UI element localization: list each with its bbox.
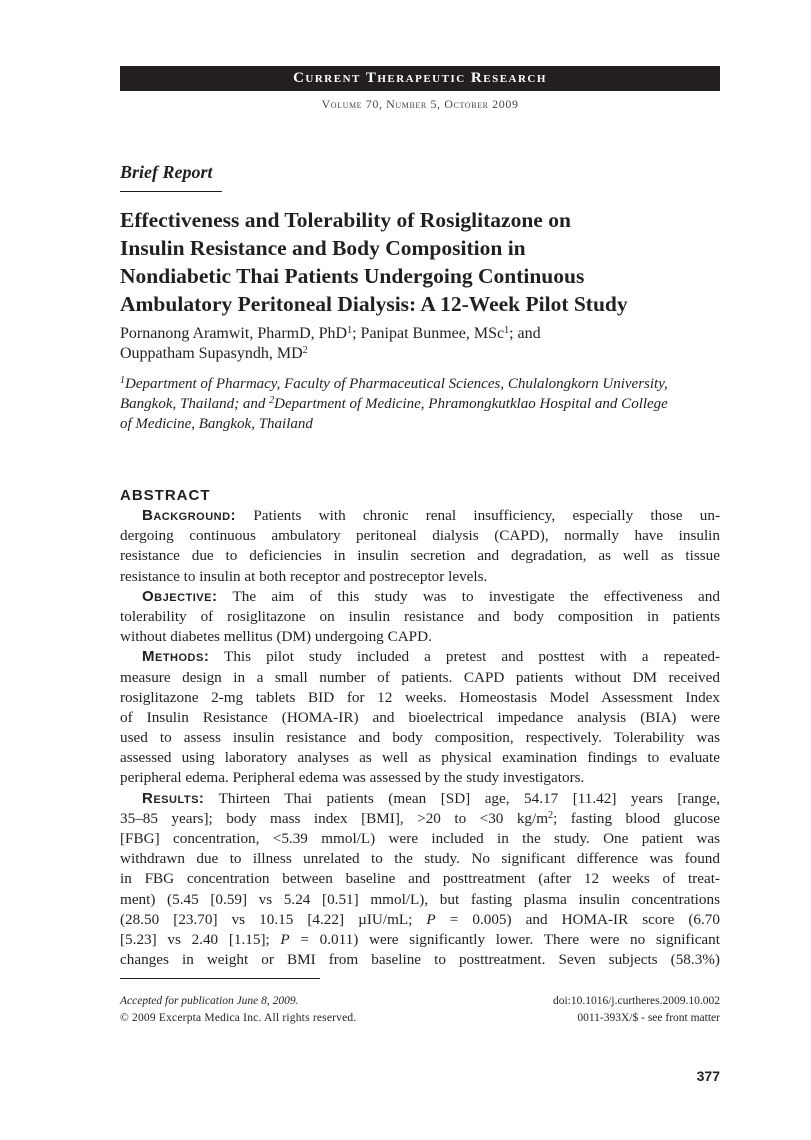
affiliation-line: of Medicine, Bangkok, Thailand [120, 416, 313, 432]
copyright-notice: © 2009 Excerpta Medica Inc. All rights reserved. [120, 1012, 357, 1024]
abstract-line: in FBG concentration between baseline and posttreatment (after 12 weeks of treat- [120, 870, 720, 888]
title-line: Effectiveness and Tolerability of Rosiglitazone on [120, 208, 571, 232]
abstract-line: withdrawn due to illness unrelated to the study. No significant difference was found [120, 850, 720, 868]
abstract-line: without diabetes mellitus (DM) undergoing CAPD. [120, 628, 432, 646]
issn: 0011-393X/$ - see front matter [577, 1012, 720, 1024]
results-text: = 0.005) and HOMA-IR score (6.70 [435, 910, 720, 928]
footnote-divider [120, 978, 320, 979]
affiliation-marker: 2 [302, 345, 308, 356]
objective-label: Objective: [142, 587, 218, 605]
superscript: 2 [548, 809, 554, 821]
abstract-line: changes in weight or BMI from baseline to posttreatment. Seven subjects (58.3%) [120, 951, 720, 969]
affiliation-line [120, 394, 720, 414]
article-title [120, 206, 730, 318]
footnote-right [553, 993, 720, 1027]
abstract-line [120, 647, 720, 667]
abstract-line: used to assess insulin resistance and body composition, respectively. Tolerability was [120, 729, 720, 747]
results-text: 35–85 years]; body mass index [BMI], >20 to <30 kg/m [120, 809, 549, 827]
footnote-left [120, 993, 356, 1027]
affiliation-text: Department of Pharmacy, Faculty of Pharmaceutical Sciences, Chulalongkorn University, [125, 376, 668, 392]
accepted-date: Accepted for publication June 8, 2009. [120, 995, 299, 1007]
abstract-line: resistance due to deficiencies in insulin secretion and degradation, as well as tissue [120, 547, 720, 565]
abstract-line [120, 930, 720, 950]
abstract-line: rosiglitazone 2-mg tablets BID for 12 weeks. Homeostasis Model Assessment Index [120, 688, 720, 706]
journal-title-bar [120, 66, 720, 91]
affiliation-text: Department of Medicine, Phramongkutklao Hospital and College [274, 396, 668, 412]
title-line: Ambulatory Peritoneal Dialysis: A 12-Week Pilot Study [120, 292, 628, 316]
results-text: (28.50 [23.70] vs 10.15 [4.22] µIU/mL; [120, 910, 427, 928]
abstract-line: dergoing continuous ambulatory peritoneal dialysis (CAPD), normally have insulin [120, 527, 720, 545]
affiliation-text: Bangkok, Thailand; and [120, 396, 270, 412]
affiliation-marker: 2 [269, 395, 275, 406]
methods-text: This pilot study included a pretest and posttest with a repeated- [209, 648, 720, 666]
results-text: ; fasting blood glucose [553, 809, 720, 827]
author-line [120, 344, 720, 364]
p-value-symbol: P [280, 930, 290, 948]
abstract-line [120, 809, 720, 829]
author-name: Ouppatham Supasyndh, MD [120, 345, 303, 362]
title-line: Nondiabetic Thai Patients Undergoing Continuous [120, 264, 585, 288]
affiliations [120, 374, 720, 434]
abstract-line [120, 910, 720, 930]
background-label: Background: [142, 507, 237, 524]
affiliation-marker: 1 [347, 325, 353, 336]
author-name: ; Panipat Bunmee, MSc [352, 325, 505, 342]
abstract-line: of Insulin Resistance (HOMA-IR) and bioelectrical impedance analysis (BIA) were [120, 708, 720, 726]
abstract-line [120, 506, 720, 526]
results-text: [5.23] vs 2.40 [1.15]; [120, 930, 281, 948]
section-label-underline [120, 191, 222, 192]
author-line [120, 324, 720, 344]
abstract-body [120, 506, 720, 970]
abstract-line: resistance to insulin at both receptor and postreceptor levels. [120, 567, 488, 585]
abstract-line: measure design in a small number of patients. CAPD patients without DM received [120, 668, 720, 686]
abstract-line: ment) (5.45 [0.59] vs 5.24 [0.51] mmol/L), but fasting plasma insulin concentrations [120, 890, 720, 908]
section-label: Brief Report [120, 162, 213, 182]
volume-issue-line: Volume 70, Number 5, October 2009 [321, 97, 519, 111]
results-label: Results: [142, 789, 205, 807]
abstract-line [120, 789, 720, 809]
doi: doi:10.1016/j.curtheres.2009.10.002 [552, 995, 720, 1007]
results-text: = 0.011) were significantly lower. There were no significant [289, 930, 720, 948]
abstract-line [120, 587, 720, 607]
affiliation-marker: 1 [120, 375, 125, 386]
affiliation-marker: 1 [504, 325, 510, 336]
title-line: Insulin Resistance and Body Composition in [120, 236, 526, 260]
author-name: Pornanong Aramwit, PharmD, PhD [120, 325, 348, 342]
methods-label: Methods: [142, 648, 210, 666]
page-number: 377 [696, 1068, 720, 1084]
author-list [120, 324, 720, 364]
abstract-line: tolerability of rosiglitazone on insulin resistance and body composition in patients [120, 607, 720, 625]
results-text: Thirteen Thai patients (mean [SD] age, 54.17 [11.42] years [range, [204, 789, 720, 807]
p-value-symbol: P [426, 910, 436, 928]
abstract-line: assessed using laboratory analyses as well as physical examination findings to evaluate [120, 749, 720, 767]
objective-text: The aim of this study was to investigate the effectiveness and [217, 587, 720, 605]
author-separator: ; and [509, 325, 541, 342]
abstract-heading: ABSTRACT [120, 487, 211, 504]
abstract-line: peripheral edema. Peripheral edema was assessed by the study investigators. [120, 769, 585, 787]
abstract-line: [FBG] concentration, <5.39 mmol/L) were included in the study. One patient was [120, 830, 720, 847]
affiliation-line [120, 374, 720, 394]
background-text: Patients with chronic renal insufficiency, especially those un- [236, 507, 720, 524]
journal-title: Current Therapeutic Research [293, 70, 547, 86]
